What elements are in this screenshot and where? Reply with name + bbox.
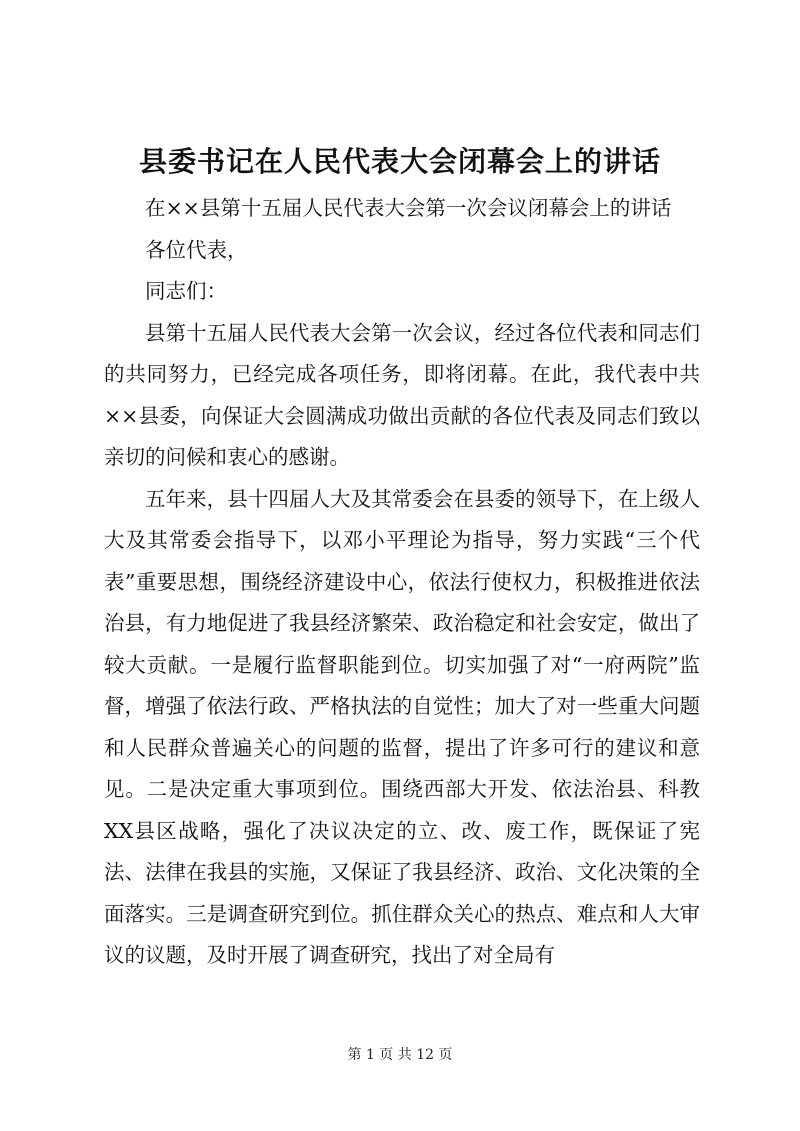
document-body <box>104 188 700 977</box>
page-footer: 第 1 页 共 12 页 <box>347 1047 453 1063</box>
paragraph-subtitle: 在××县第十五届人民代表大会第一次会议闭幕会上的讲话 <box>145 196 672 220</box>
paragraph-opening: 县第十五届人民代表大会第一次会议，经过各位代表和同志们的共同努力，已经完成各项任务，即将闭幕。在此，我代表中共××县委，向保证大会圆满成功做出贡献的各位代表及同志们致以亲切的问候和衷心的感谢。 <box>104 320 700 469</box>
paragraph-salutation-delegates: 各位代表， <box>145 237 248 262</box>
paragraph-salutation-comrades: 同志们： <box>145 279 227 303</box>
document-title: 县委书记在人民代表大会闭幕会上的讲话 <box>138 145 661 178</box>
paragraph-review: 五年来，县十四届人大及其常委会在县委的领导下，在上级人大及其常委会指导下，以邓小平理论为指导，努力实践“三个代表”重要思想，围绕经济建设中心，依法行使权力，积极推进依法治县，有力地促进了我县经济繁荣、政治稳定和社会安定，做出了较大贡献。一是履行监督职能到位。切实加强了对“一府两院”监督，增强了依法行政、严格执法的自觉性；加大了对一些重大问题和人民群众普遍关心的问题的监督，提出了许多可行的建议和意见。二是决定重大事项到位。围绕西部大开发、依法治县、科教XX县区战略，强化了决议决定的立、改、废工作，既保证了宪法、法律在我县的实施，又保证了我县经济、政治、文化决策的全面落实。三是调查研究到位。抓住群众关心的热点、难点和人大审议的议题，及时开展了调查研究，找出了对全局有 <box>104 486 700 967</box>
